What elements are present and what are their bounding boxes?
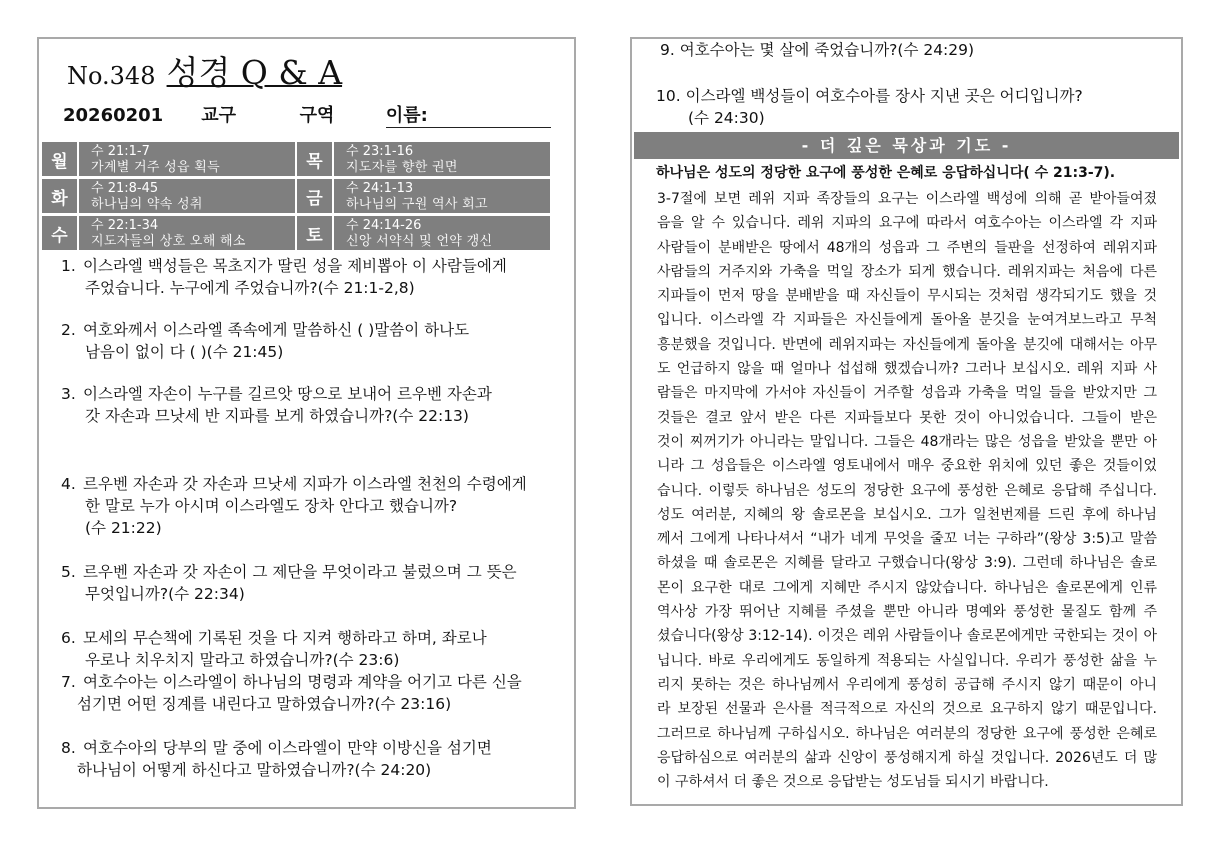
issue-number: No.348 <box>67 62 156 90</box>
question-text: 주었습니다. 누구에게 주었습니까?(수 21:1-2,8) <box>85 279 415 297</box>
question-item <box>61 473 575 539</box>
body-line: 것들은 결코 앞서 받은 다른 지파들보다 못한 것이 아니었습니다. 그들이 받은 <box>657 409 1157 426</box>
body-line: 지파들이 먼저 땅을 분배받을 때 자신들이 무시되는 것처럼 생각되기도 했을 것 <box>657 288 1157 305</box>
reading-ref: 수 22:1-34 <box>91 218 159 233</box>
question-item <box>61 671 575 715</box>
reading-theme: 지도자를 향한 권면 <box>346 160 458 175</box>
question-number: 6. <box>61 629 76 647</box>
body-line: 흥분했을 것입니다. 반면에 레위지파는 자신들에게 돌아올 분깃에 대해서는 아무 <box>657 336 1157 353</box>
question-text: 르우벤 자손과 갓 자손과 므낫세 지파가 이스라엘 천천의 수령에게 <box>83 475 527 493</box>
body-line: 몬이 요구한 대로 그에게 지혜만 주시지 않았습니다. 하나님은 솔로몬에게 인류 <box>657 579 1157 596</box>
question-text: 무엇입니까?(수 22:34) <box>85 585 245 603</box>
title-row <box>67 47 342 94</box>
body-line: 역사상 가장 뛰어난 지혜를 주셨을 뿐만 아니라 명예와 풍성한 물질도 함께 주 <box>657 604 1157 621</box>
question-number: 4. <box>61 475 76 493</box>
question-text: 여호수아는 몇 살에 죽었습니까?(수 24:29) <box>679 41 975 59</box>
question-text: 여호와께서 이스라엘 족속에게 말씀하신 ( )말씀이 하나도 <box>83 321 470 339</box>
question-text: 한 말로 누가 아시며 이스라엘도 장차 안다고 했습니까? <box>85 497 458 515</box>
question-number: 2. <box>61 321 76 339</box>
schedule-cell <box>78 141 296 177</box>
question-item <box>660 39 974 61</box>
page-title: 성경 Q & A <box>166 53 343 92</box>
body-line: 사람들이 분배받은 땅에서 48개의 성읍과 그 주변의 들판을 선정하여 레위지파 <box>657 239 1157 256</box>
schedule-cell <box>78 215 296 251</box>
question-text: 갓 자손과 므낫세 반 지파를 보게 하였습니까?(수 22:13) <box>85 407 469 425</box>
schedule-row <box>41 215 572 251</box>
question-text: 르우벤 자손과 갓 자손이 그 제단을 무엇이라고 불렀으며 그 뜻은 <box>83 563 517 581</box>
schedule-row <box>41 141 572 177</box>
question-number: 7. <box>61 673 76 691</box>
question-number: 8. <box>61 739 76 757</box>
body-line: 그러므로 하나님께 구하십시오. 하나님은 여러분의 정당한 요구에 풍성한 은혜로 <box>657 725 1157 742</box>
body-line: 것이 찌꺼기가 아니라는 말입니다. 그들은 48개라는 많은 성읍을 받았을 뿐만 아 <box>657 433 1157 450</box>
day-label: 화 <box>41 178 78 214</box>
body-line: 3-7절에 보면 레위 지파 족장들의 요구는 이스라엘 백성에 의해 곧 받아들여졌 <box>657 191 1157 207</box>
meditation-subtitle: 하나님은 성도의 정당한 요구에 풍성한 은혜로 응답하십니다( 수 21:3-7). <box>656 165 1116 181</box>
question-number: 5. <box>61 563 76 581</box>
body-line: 성도 여러분, 지혜의 왕 솔로몬을 보십시오. 그가 일천번제를 드린 후에 하나님 <box>657 506 1157 523</box>
reading-schedule <box>41 141 572 252</box>
reading-theme: 가계별 거주 성읍 획득 <box>91 160 221 175</box>
reading-ref: 수 23:1-16 <box>346 144 414 159</box>
reading-ref: 수 21:8-45 <box>91 181 159 196</box>
question-text: 이스라엘 자손이 누구를 길르앗 땅으로 보내어 르우벤 자손과 <box>83 385 492 403</box>
body-line: 사람들의 거주지와 가축을 먹일 장소가 되게 했습니다. 레위지파는 처음에 다른 <box>657 263 1157 280</box>
body-line: 이 구하셔서 더 좋은 것으로 응답받는 성도님들 되시기 바랍니다. <box>657 774 1049 791</box>
body-line: 라 보장된 선물과 은사를 적극적으로 자신의 것으로 요구하지 않기 때문입니다. <box>657 701 1157 718</box>
question-item <box>61 737 575 781</box>
day-label: 금 <box>296 178 333 214</box>
day-label: 목 <box>296 141 333 177</box>
area-label: 구역 <box>299 105 335 126</box>
question-item <box>61 627 575 671</box>
body-line: 셨습니다(왕상 3:12-14). 이것은 레위 사람들이나 솔로몬에게만 국한되는 것이 아 <box>657 628 1157 645</box>
body-line: 닙니다. 바로 우리에게도 동일하게 적용되는 사실입니다. 우리가 풍성한 삶을 누 <box>657 652 1157 669</box>
schedule-cell <box>333 215 551 251</box>
body-line: 니라 그 성읍들은 이스라엘 영토내에서 매우 중요한 위치에 있던 좋은 것들이었 <box>657 458 1157 475</box>
body-line: 람들은 마지막에 가서야 자신들이 거주할 성읍과 가축을 먹일 들을 받았지만 그 <box>657 385 1157 402</box>
question-text: 이스라엘 백성들이 여호수아를 장사 지낸 곳은 어디입니까? <box>685 87 1083 105</box>
reading-ref: 수 24:14-26 <box>346 218 422 233</box>
body-line: 응답하심으로 여러분의 삶과 신앙이 풍성해지게 하실 것입니다. 2026년도 더 많 <box>657 749 1157 766</box>
question-item <box>656 85 1083 129</box>
day-label: 토 <box>296 215 333 251</box>
body-line: 께서 그에게 나타나셔서 “내가 네게 무엇을 줄꼬 너는 구하라”(왕상 3:5)고 말씀 <box>657 531 1157 548</box>
date: 20260201 <box>63 105 164 126</box>
question-item <box>61 561 575 605</box>
left-page <box>37 37 576 809</box>
reading-ref: 수 21:1-7 <box>91 144 150 159</box>
question-text: (수 21:22) <box>85 519 162 537</box>
body-line: 음을 알 수 있습니다. 레위 지파의 요구에 따라서 여호수아는 이스라엘 각 지파 <box>657 215 1157 232</box>
right-page <box>630 37 1183 806</box>
question-text: 남음이 없이 다 ( )(수 21:45) <box>85 343 284 361</box>
question-item <box>61 255 575 299</box>
info-row <box>63 101 551 128</box>
reading-ref: 수 24:1-13 <box>346 181 414 196</box>
reading-theme: 신앙 서약식 및 언약 갱신 <box>346 234 493 249</box>
question-text: (수 24:30) <box>688 109 765 127</box>
question-text: 우로나 치우치지 말라고 하였습니까?(수 23:6) <box>85 651 400 669</box>
reading-theme: 하나님의 약속 성취 <box>91 197 203 212</box>
question-number: 3. <box>61 385 76 403</box>
schedule-row <box>41 178 572 214</box>
section-heading-band: - 더 깊은 묵상과 기도 - <box>634 132 1179 159</box>
reading-theme: 하나님의 구원 역사 회고 <box>346 197 488 212</box>
question-item <box>61 383 575 427</box>
meditation-body <box>657 187 1157 794</box>
question-text: 섬기면 어떤 징계를 내린다고 말하였습니까?(수 23:16) <box>77 695 452 713</box>
question-text: 하나님이 어떻게 하신다고 말하였습니까?(수 24:20) <box>77 761 432 779</box>
day-label: 월 <box>41 141 78 177</box>
gu-label: 교구 <box>201 105 237 126</box>
question-text: 이스라엘 백성들은 목초지가 딸린 성을 제비뽑아 이 사람들에게 <box>83 257 507 275</box>
day-label: 수 <box>41 215 78 251</box>
schedule-cell <box>78 178 296 214</box>
body-line: 하셨을 때 솔로몬은 지혜를 달라고 구했습니다(왕상 3:9). 그런데 하나님은 솔로 <box>657 555 1157 572</box>
question-number: 1. <box>61 257 76 275</box>
reading-theme: 지도자들의 상호 오해 해소 <box>91 234 246 249</box>
body-line: 도 언급하지 않을 때 얼마나 섭섭해 했겠습니까? 그러나 보십시오. 레위 지파 사 <box>657 361 1157 378</box>
schedule-cell <box>333 178 551 214</box>
question-number: 10. <box>656 87 681 105</box>
question-item <box>61 319 575 363</box>
question-text: 모세의 무슨책에 기록된 것을 다 지켜 행하라고 하며, 좌로나 <box>83 629 487 647</box>
question-text: 여호수아는 이스라엘이 하나님의 명령과 계약을 어기고 다른 신을 <box>83 673 522 691</box>
body-line: 리지 못하는 것은 하나님께서 우리에게 풍성히 공급해 주시지 않기 때문이 아니 <box>657 676 1157 693</box>
schedule-cell <box>333 141 551 177</box>
body-line: 습니다. 이렇듯 하나님은 성도의 정당한 요구에 풍성한 은혜로 응답해 주십니다. <box>657 482 1157 499</box>
question-text: 여호수아의 당부의 말 중에 이스라엘이 만약 이방신을 섬기면 <box>83 739 492 757</box>
body-line: 입니다. 이스라엘 각 지파들은 자신들에게 돌아올 분깃을 눈여겨보느라고 무척 <box>657 312 1157 329</box>
name-field[interactable]: 이름: <box>386 101 551 128</box>
question-number: 9. <box>660 41 675 59</box>
